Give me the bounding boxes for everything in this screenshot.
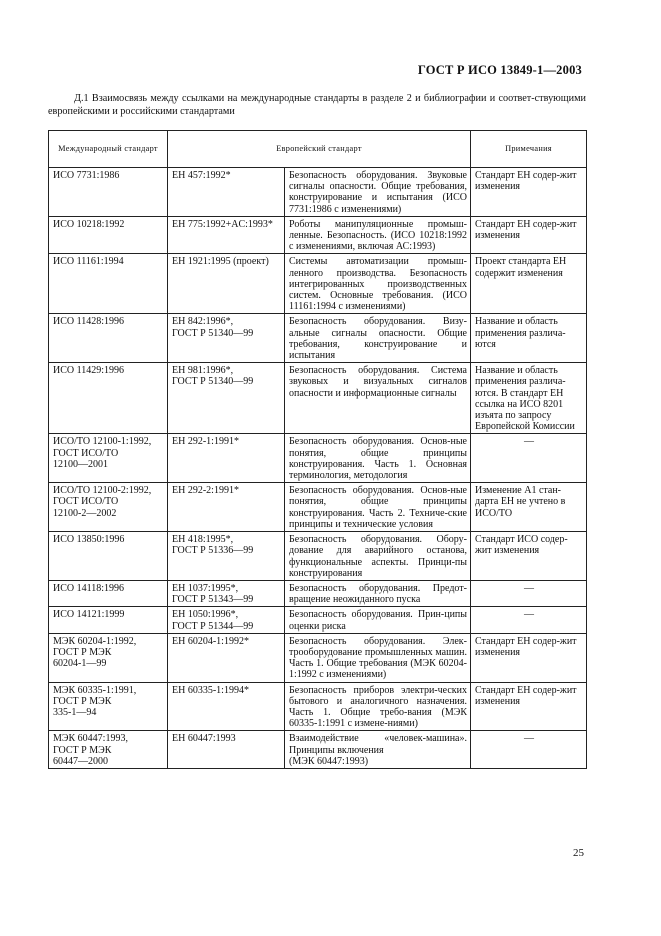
cell-note: Название и область применения различа-ются [471, 314, 587, 363]
cell-international-standard: ИСО 11161:1994 [49, 254, 168, 314]
cell-standard-title: Безопасность оборудования. Основ-ные понятия, общие принципы конструирования. Часть 2. Техниче-ские принципы и технические условия [285, 483, 471, 532]
cell-european-standard: ЕН 1921:1995 (проект) [168, 254, 285, 314]
cell-european-standard: ЕН 1050:1996*, ГОСТ Р 51344—99 [168, 607, 285, 633]
page-number: 25 [573, 847, 584, 859]
cell-international-standard: ИСО 11428:1996 [49, 314, 168, 363]
cell-standard-title: Безопасность оборудования. Звуковые сигналы опасности. Общие требования, конструирование и испытания (ИСО 7731:1986 с изменениями) [285, 168, 471, 217]
cell-standard-title: Системы автоматизации промыш-ленного производства. Безопасность интегрированных производственных систем. Основные требования. (ИСО 11161:1994 с изменениями) [285, 254, 471, 314]
cell-european-standard: ЕН 1037:1995*, ГОСТ Р 51343—99 [168, 580, 285, 606]
table-row [49, 633, 587, 682]
intro-paragraph: Д.1 Взаимосвязь между ссылками на международные стандарты в разделе 2 и библиографии и соответ-ствующими европейскими и российскими стандартами [48, 93, 586, 117]
table-row [49, 580, 587, 606]
cell-standard-title: Безопасность оборудования. Система звуковых и визуальных сигналов опасности и информационные сигналы [285, 363, 471, 434]
cell-european-standard: ЕН 418:1995*, ГОСТ Р 51336—99 [168, 532, 285, 581]
header-notes: Примечания [471, 131, 587, 168]
cell-standard-title: Безопасность оборудования. Элек-трооборудование промышленных машин. Часть 1. Общие требования (МЭК 60204-1:1992 с изменениями) [285, 633, 471, 682]
cell-european-standard: ЕН 775:1992+AC:1993* [168, 216, 285, 254]
cell-note: Название и область применения различа-ются. В стандарт ЕН ссылка на ИСО 8201 изъята по запросу Европейской Комиссии [471, 363, 587, 434]
cell-note: Стандарт ЕН содер-жит изменения [471, 682, 587, 731]
cell-international-standard: ИСО/ТО 12100-2:1992, ГОСТ ИСО/ТО 12100-2—2002 [49, 483, 168, 532]
cell-note: — [471, 580, 587, 606]
table-body [49, 168, 587, 769]
cell-note: — [471, 607, 587, 633]
cell-note: — [471, 731, 587, 769]
standards-table [48, 130, 587, 769]
table-row [49, 363, 587, 434]
cell-international-standard: МЭК 60447:1993, ГОСТ Р МЭК 60447—2000 [49, 731, 168, 769]
cell-note: Изменение А1 стан-дарта ЕН не учтено в ИСО/ТО [471, 483, 587, 532]
cell-european-standard: ЕН 292-2:1991* [168, 483, 285, 532]
cell-standard-title: Безопасность оборудования. Визу-альные сигналы опасности. Общие требования, конструирование и испытания [285, 314, 471, 363]
cell-european-standard: ЕН 292-1:1991* [168, 434, 285, 483]
cell-note: Проект стандарта ЕН содержит изменения [471, 254, 587, 314]
table-row [49, 216, 587, 254]
cell-european-standard: ЕН 842:1996*, ГОСТ Р 51340—99 [168, 314, 285, 363]
table-header-row [49, 131, 587, 168]
cell-international-standard: МЭК 60204-1:1992, ГОСТ Р МЭК 60204-1—99 [49, 633, 168, 682]
cell-standard-title: Безопасность оборудования. Основ-ные понятия, общие принципы конструирования. Часть 1. Основная терминология, методология [285, 434, 471, 483]
table-row [49, 731, 587, 769]
table-row [49, 254, 587, 314]
header-european: Европейский стандарт [168, 131, 471, 168]
table-row [49, 434, 587, 483]
cell-international-standard: ИСО 13850:1996 [49, 532, 168, 581]
cell-international-standard: МЭК 60335-1:1991, ГОСТ Р МЭК 335-1—94 [49, 682, 168, 731]
cell-note: Стандарт ИСО содер-жит изменения [471, 532, 587, 581]
cell-european-standard: ЕН 60447:1993 [168, 731, 285, 769]
cell-note: — [471, 434, 587, 483]
table-row [49, 607, 587, 633]
cell-international-standard: ИСО/ТО 12100-1:1992, ГОСТ ИСО/ТО 12100—2001 [49, 434, 168, 483]
table-row [49, 682, 587, 731]
cell-standard-title: Безопасность приборов электри-ческих бытового и аналогичного назначения. Часть 1. Общие требо-вания (МЭК 60335-1:1991 с измене-ниями) [285, 682, 471, 731]
table-row [49, 483, 587, 532]
cell-international-standard: ИСО 7731:1986 [49, 168, 168, 217]
document-header: ГОСТ Р ИСО 13849-1—2003 [417, 63, 582, 77]
cell-international-standard: ИСО 11429:1996 [49, 363, 168, 434]
cell-international-standard: ИСО 10218:1992 [49, 216, 168, 254]
cell-european-standard: ЕН 457:1992* [168, 168, 285, 217]
cell-european-standard: ЕН 981:1996*, ГОСТ Р 51340—99 [168, 363, 285, 434]
cell-international-standard: ИСО 14118:1996 [49, 580, 168, 606]
cell-standard-title: Безопасность оборудования. Прин-ципы оценки риска [285, 607, 471, 633]
table-row [49, 314, 587, 363]
cell-international-standard: ИСО 14121:1999 [49, 607, 168, 633]
table-row [49, 532, 587, 581]
table-row [49, 168, 587, 217]
cell-note: Стандарт ЕН содер-жит изменения [471, 216, 587, 254]
cell-european-standard: ЕН 60335-1:1994* [168, 682, 285, 731]
cell-standard-title: Безопасность оборудования. Предот-вращение неожиданного пуска [285, 580, 471, 606]
cell-standard-title: Взаимодействие «человек-машина». Принципы включения (МЭК 60447:1993) [285, 731, 471, 769]
header-international: Международный стандарт [49, 131, 168, 168]
cell-standard-title: Безопасность оборудования. Обору-дование для аварийного останова, функциональные аспекты. Принци-пы конструирования [285, 532, 471, 581]
cell-european-standard: ЕН 60204-1:1992* [168, 633, 285, 682]
cell-note: Стандарт ЕН содер-жит изменения [471, 168, 587, 217]
cell-note: Стандарт ЕН содер-жит изменения [471, 633, 587, 682]
cell-standard-title: Роботы манипуляционные промыш-ленные. Безопасность. (ИСО 10218:1992 с изменениями, включая АС:1993) [285, 216, 471, 254]
